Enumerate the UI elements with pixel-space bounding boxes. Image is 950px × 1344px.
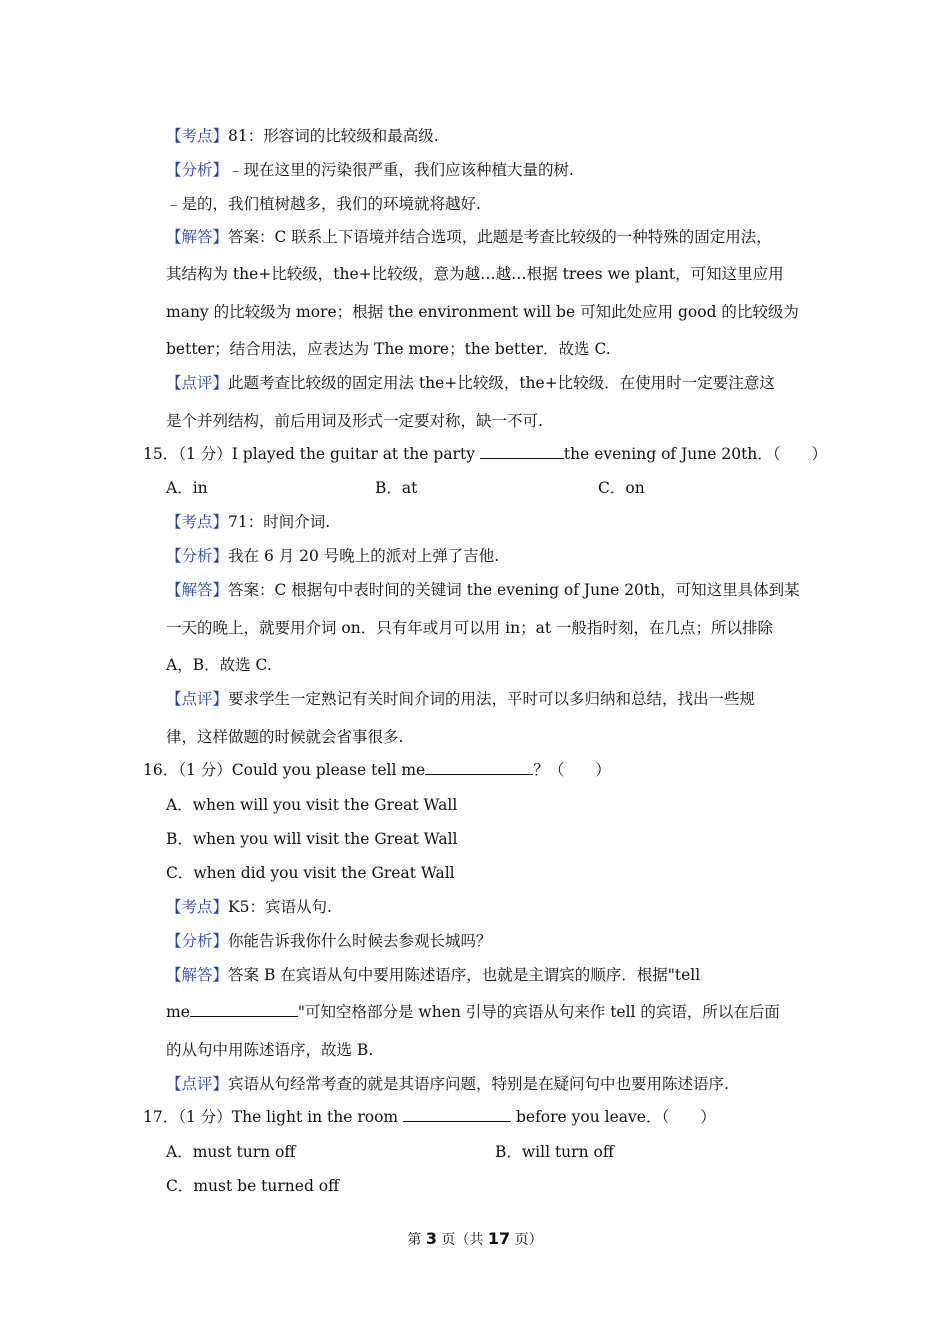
q15-option-b: B．at	[375, 479, 418, 497]
kaodian-tag: 【考点】	[166, 513, 229, 531]
jieda-text: me	[166, 1003, 190, 1021]
page-number: 3	[425, 1229, 437, 1248]
fenxi-text: 我在 6 月 20 号晚上的派对上弹了吉他.	[228, 547, 500, 565]
q17-stem-end: before you leave．（ ）	[511, 1108, 716, 1126]
q14-jieda-line3: many 的比较级为 more；根据 the environment will be 可知此处应用 good 的比较级为	[166, 303, 799, 321]
q16-fenxi	[166, 931, 492, 951]
answer-blank	[190, 1002, 298, 1017]
q16-jieda-line3: 的从句中用陈述语序，故选 B.	[166, 1041, 374, 1059]
q16-stem-end: ？（ ）	[533, 761, 611, 779]
q17-option-a: A．must turn off	[166, 1143, 296, 1161]
jieda-text-cont: "可知空格部分是 when 引导的宾语从句来作 tell 的宾语，所以在后面	[297, 1003, 780, 1021]
kaodian-text: 71：时间介词.	[228, 513, 331, 531]
q14-fenxi	[166, 160, 574, 180]
q15-stem	[143, 444, 827, 464]
kaodian-text: 81：形容词的比较级和最高级.	[228, 127, 439, 145]
jieda-tag: 【解答】	[166, 581, 229, 599]
q14-fenxi-line2: ﹣是的，我们植树越多，我们的环境就将越好.	[166, 195, 481, 213]
jieda-text: 答案：C 联系上下语境并结合选项，此题是考查比较级的一种特殊的固定用法，	[228, 228, 772, 246]
q15-fenxi	[166, 546, 499, 566]
q16-option-b: B．when you will visit the Great Wall	[166, 830, 458, 848]
q16-jieda	[166, 965, 700, 985]
q15-jieda	[166, 580, 800, 600]
fenxi-text: ﹣现在这里的污染很严重，我们应该种植大量的树.	[228, 161, 574, 179]
dianping-text: 宾语从句经常考查的就是其语序问题，特别是在疑问句中也要用陈述语序.	[228, 1075, 729, 1093]
q17-option-b: B．will turn off	[495, 1143, 614, 1161]
q15-stem-end: the evening of June 20th．（ ）	[563, 445, 828, 463]
q16-stem	[143, 760, 611, 780]
q15-dianping	[166, 689, 755, 709]
q14-jieda-line2: 其结构为 the+比较级，the+比较级，意为越…越…根据 trees we plant，可知这里应用	[166, 265, 784, 283]
kaodian-tag: 【考点】	[166, 127, 229, 145]
footer-text: 第	[407, 1232, 426, 1248]
answer-blank	[425, 760, 533, 775]
fenxi-tag: 【分析】	[166, 932, 229, 950]
q15-jieda-line2: 一天的晚上，就要用介词 on．只有年或月可以用 in；at 一般指时刻，在几点；所以排除	[166, 619, 774, 637]
dianping-text: 要求学生一定熟记有关时间介词的用法，平时可以多归纳和总结，找出一些规	[228, 690, 756, 708]
q14-jieda-line4: better；结合用法，应表达为 The more；the better．故选 C.	[166, 340, 611, 358]
jieda-text: 答案 B 在宾语从句中要用陈述语序，也就是主谓宾的顺序．根据"tell	[228, 966, 701, 984]
q15-kaodian	[166, 512, 330, 532]
q14-dianping-line2: 是个并列结构，前后用词及形式一定要对称，缺一不可.	[166, 412, 543, 430]
q16-jieda-line2	[166, 1002, 780, 1022]
jieda-tag: 【解答】	[166, 966, 229, 984]
jieda-text: 答案：C 根据句中表时间的关键词 the evening of June 20th，可知这里具体到某	[228, 581, 800, 599]
kaodian-text: K5：宾语从句.	[228, 898, 332, 916]
dianping-tag: 【点评】	[166, 690, 229, 708]
total-pages: 17	[487, 1229, 511, 1248]
page-footer	[0, 1229, 950, 1249]
q15-stem-start: 15．（1 分）I played the guitar at the party	[143, 445, 480, 463]
q14-jieda	[166, 227, 772, 247]
q15-jieda-line3: A，B．故选 C.	[166, 656, 272, 674]
answer-blank	[480, 444, 564, 459]
dianping-tag: 【点评】	[166, 1075, 229, 1093]
kaodian-tag: 【考点】	[166, 898, 229, 916]
q16-dianping	[166, 1074, 729, 1094]
footer-text: 页）	[510, 1232, 543, 1248]
q17-stem-start: 17．（1 分）The light in the room	[143, 1108, 404, 1126]
q16-option-c: C．when did you visit the Great Wall	[166, 864, 455, 882]
q15-option-a: A．in	[166, 479, 208, 497]
dianping-tag: 【点评】	[166, 374, 229, 392]
q14-kaodian	[166, 126, 439, 146]
q16-stem-start: 16．（1 分）Could you please tell me	[143, 761, 426, 779]
q16-option-a: A．when will you visit the Great Wall	[166, 796, 458, 814]
fenxi-text: 你能告诉我你什么时候去参观长城吗？	[228, 932, 492, 950]
q16-kaodian	[166, 897, 332, 917]
fenxi-tag: 【分析】	[166, 161, 229, 179]
fenxi-tag: 【分析】	[166, 547, 229, 565]
footer-text: 页（共	[436, 1232, 488, 1248]
q17-option-c: C．must be turned off	[166, 1177, 340, 1195]
dianping-text: 此题考查比较级的固定用法 the+比较级，the+比较级．在使用时一定要注意这	[228, 374, 775, 392]
q17-stem	[143, 1107, 716, 1127]
jieda-tag: 【解答】	[166, 228, 229, 246]
q15-dianping-line2: 律，这样做题的时候就会省事很多.	[166, 728, 404, 746]
answer-blank	[403, 1107, 511, 1122]
q14-dianping	[166, 373, 775, 393]
q15-option-c: C．on	[598, 479, 645, 497]
